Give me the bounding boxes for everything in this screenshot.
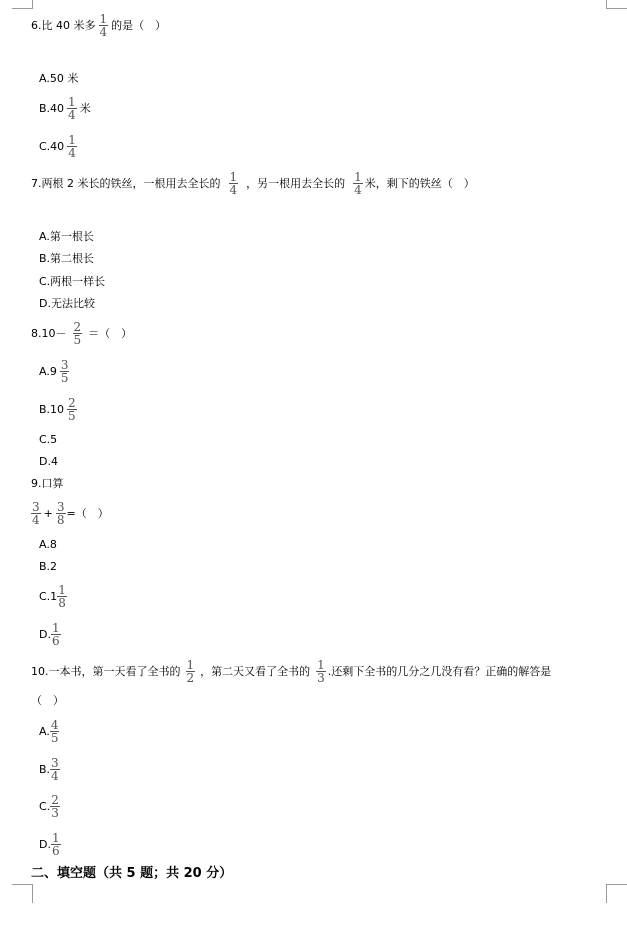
question-10-option-b[interactable]: B. $\frac{3}{4}$ [39, 755, 59, 783]
question-7-option-d[interactable]: D.无法比较 [39, 297, 95, 310]
fraction: $\frac{1}{4}$ [68, 94, 76, 122]
question-9-option-b[interactable]: B.2 [39, 559, 58, 573]
question-6-option-c[interactable]: C.40 $\frac{1}{4}$ [39, 132, 76, 160]
fraction: $\frac{2}{5}$ [73, 319, 82, 347]
crop-mark-top-left [12, 0, 33, 9]
fraction: $\frac{1}{4}$ [354, 169, 362, 197]
question-7-option-c[interactable]: C.两根一样长 [39, 275, 106, 288]
question-10-option-a[interactable]: A. $\frac{4}{5}$ [39, 717, 59, 745]
fraction: $\frac{2}{5}$ [68, 395, 76, 423]
question-10-option-d[interactable]: D. $\frac{1}{6}$ [39, 830, 60, 858]
section-heading: 二、填空题（共 5 题；共 20 分） [31, 866, 233, 881]
fraction: $\frac{4}{5}$ [50, 717, 59, 745]
question-8-stem: 8.10－ $\frac{2}{5}$ ＝（ ） [31, 319, 133, 347]
fraction: $\frac{1}{4}$ [99, 11, 108, 39]
question-9-title: 9.口算 [31, 477, 64, 490]
question-8-option-a[interactable]: A.9 $\frac{3}{5}$ [39, 357, 69, 385]
question-10-stem-line2: （ ） [31, 694, 64, 707]
crop-mark-bottom-left [12, 884, 33, 903]
question-6-stem: 6.比 40 米多 $\frac{1}{4}$ 的是（ ） [31, 11, 167, 39]
fraction: $\frac{3}{4}$ [32, 499, 40, 527]
fraction: $\frac{1}{3}$ [317, 657, 325, 685]
fraction: $\frac{1}{6}$ [51, 830, 60, 858]
question-7-option-a[interactable]: A.第一根长 [39, 230, 94, 243]
question-9-option-c[interactable]: C.1 $\frac{1}{8}$ [39, 582, 66, 610]
fraction: $\frac{3}{8}$ [56, 499, 65, 527]
question-6-text: 6.比 40 米多 [31, 19, 96, 32]
question-9-option-a[interactable]: A.8 [39, 537, 57, 551]
question-6-option-b[interactable]: B.40 $\frac{1}{4}$ 米 [39, 94, 91, 122]
crop-mark-bottom-right [606, 884, 627, 903]
fraction: $\frac{1}{8}$ [58, 582, 66, 610]
question-10-stem: 10.一本书，第一天看了全书的 $\frac{1}{2}$ ，第二天又看了全书的 $\frac{1}{3}$ .还剩下全书的几分之几没有看？正确的解答是 [31, 657, 552, 685]
fraction: $\frac{1}{4}$ [68, 132, 76, 160]
question-8-option-c[interactable]: C.5 [39, 432, 58, 446]
question-6-option-a[interactable]: A.50 米 [39, 72, 79, 85]
crop-mark-top-right [606, 0, 627, 9]
question-7-option-b[interactable]: B.第二根长 [39, 252, 95, 265]
fraction: $\frac{3}{5}$ [60, 357, 69, 385]
fraction: $\frac{1}{6}$ [51, 620, 60, 648]
fraction: $\frac{1}{2}$ [186, 657, 195, 685]
question-10-option-c[interactable]: C. $\frac{2}{3}$ [39, 792, 59, 820]
fraction: $\frac{1}{4}$ [229, 169, 238, 197]
question-8-option-d[interactable]: D.4 [39, 454, 58, 468]
fraction: $\frac{3}{4}$ [51, 755, 59, 783]
question-7-stem: 7.两根 2 米长的铁丝，一根用去全长的 $\frac{1}{4}$ ，另一根用去全长的 $\frac{1}{4}$ 米，剩下的铁丝（ ） [31, 169, 475, 197]
question-8-option-b[interactable]: B.10 $\frac{2}{5}$ [39, 395, 76, 423]
fraction: $\frac{2}{3}$ [51, 792, 59, 820]
question-9-option-d[interactable]: D. $\frac{1}{6}$ [39, 620, 60, 648]
question-9-expression: $\frac{3}{4}$ + $\frac{3}{8}$ =（ ） [32, 499, 109, 527]
